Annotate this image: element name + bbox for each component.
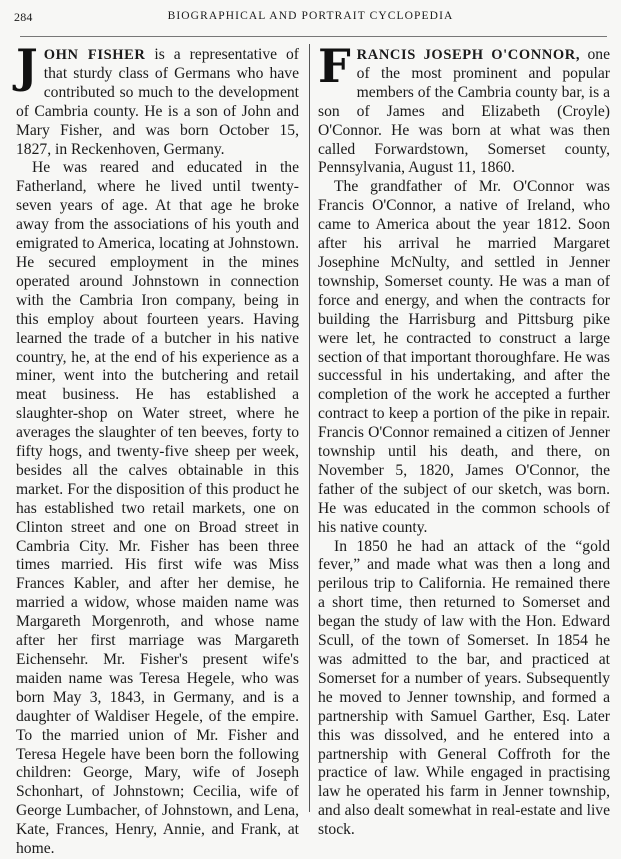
lead-name: RANCIS JOSEPH O'CONNOR,: [356, 47, 581, 63]
left-column-biography-john-fisher: [16, 39, 299, 859]
column-divider: [309, 44, 310, 812]
header-rule: [20, 36, 607, 37]
paragraph-text: is a representative of that sturdy class of Germans who have contributed so much to the development of Cambria county. He is a son of John and Mary Fisher, and was born October 15, 1827, in Reckenhoven, Germany.: [16, 46, 299, 158]
paragraph: In 1850 he had an attack of the “gold fever,” and made what was then a long and perilous trip to California. He remained there a short time, then returned to Somerset and began the study of law with the Hon. Edward Scull, of the town of Somerset. In 1854 he was admitted to the bar, and practiced at Somerset for a number of years. Subsequently he moved to Jenner township, and formed a partnership with Samuel Garther, Esq. Later this was dissolved, and he entered into a partnership with General Coffroth for the practice of law. While engaged in practising law he operated his farm in Jenner township, and also dealt somewhat in real-estate and live stock.: [318, 537, 610, 839]
lead-name: OHN FISHER: [43, 47, 146, 63]
paragraph: The grandfather of Mr. O'Connor was Francis O'Connor, a native of Ireland, who came to America about the year 1812. Soon after his arrival he married Margaret Josephine McNulty, and settled in Jenner township, Somerset county. He was a man of force and energy, and when the contracts for building the Harrisburg and Pittsburg pike were let, he contracted to construct a large section of that important thoroughfare. He was successful in his undertaking, and after the completion of the work he accepted a further contract to keep a portion of the pike in repair. Francis O'Connor remained a citizen of Jenner township until his death, and there, on November 5, 1820, James O'Connor, the father of the subject of our sketch, was born. He was educated in the common schools of his native county.: [318, 178, 610, 536]
paragraph: He was reared and educated in the Fatherland, where he lived until twenty-seven years of age. At that age he broke away from the associations of his youth and emigrated to America, locating at Johnstown. He secured employment in the mines operated around Johnstown in connection with the Cambria Iron company, being in this employ about fourteen years. Having learned the trade of a butcher in his native country, he, at the end of his experience as a miner, went into the butchering and retail meat business. He has established a slaughter-shop on Water street, where he averages the slaughter of ten beeves, forty to fifty hogs, and twenty-five sheep per week, besides all the calves obtainable in this market. For the disposition of this product he has established two retail markets, one on Clinton street and one on Broad street in Cambria City. Mr. Fisher has been three times married. His first wife was Miss Frances Kabler, and after her demise, he married a widow, whose maiden name was Margareth Morgenroth, and whose name after her first marriage was Margareth Eichensehr. Mr. Fisher's present wife's maiden name was Teresa Hegele, who was born May 3, 1843, in Germany, and is a daughter of Waldiser Hegele, of the empire. To the married union of Mr. Fisher and Teresa Hegele have been born the following children: George, Mary, wife of Joseph Schonhart, of Johnstown; Cecilia, wife of George Lumbacher, of Johnstown, and Lena, Kate, Frances, Henry, Annie, and Frank, at home.: [16, 159, 299, 858]
right-column-biography-francis-oconnor: [318, 39, 611, 840]
paragraph-intro: [16, 39, 299, 159]
paragraph-intro: [318, 39, 611, 178]
drop-cap: J: [16, 39, 38, 93]
page-header: [14, 10, 607, 30]
paragraph-text: one of the most prominent and popular members of the Cambria county bar, is a son of James and Elizabeth (Croyle) O'Connor. He was born at what was then called Forwardstown, Somerset county, Pennsylvania, August 11, 1860.: [318, 46, 611, 177]
page-number: 284: [14, 10, 33, 24]
drop-cap: F: [318, 39, 351, 93]
running-title: BIOGRAPHICAL AND PORTRAIT CYCLOPEDIA: [167, 10, 454, 22]
